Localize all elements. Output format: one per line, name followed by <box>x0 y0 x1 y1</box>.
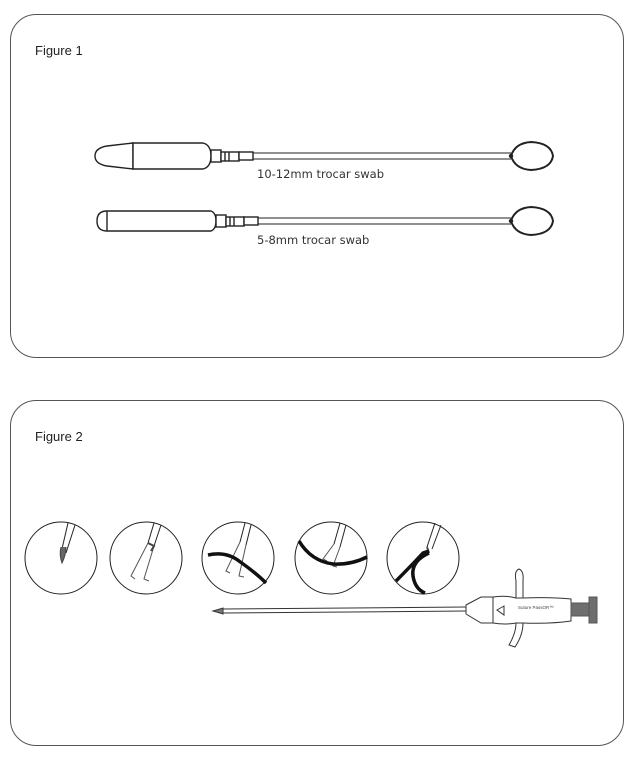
trocar-swabs-illustration <box>11 15 625 359</box>
step-1-closed-tip <box>25 522 97 594</box>
swab-10-12mm-caption: 10-12mm trocar swab <box>257 167 384 181</box>
step-2-open-loop <box>110 522 182 594</box>
swab-5-8mm-caption: 5-8mm trocar swab <box>257 233 370 247</box>
step-5-suture-passed <box>387 522 459 594</box>
swab-5-8mm <box>97 207 553 235</box>
step-4-suture-captured <box>295 522 367 594</box>
suture-passer-illustration <box>11 401 625 747</box>
figure-2-panel <box>10 400 624 746</box>
device-brand-label: Suture PassOR™ <box>518 605 554 610</box>
figure-2-title: Figure 2 <box>35 429 83 444</box>
figure-1-panel <box>10 14 624 358</box>
step-3-suture-engaged <box>202 522 274 594</box>
swab-10-12mm <box>95 142 553 170</box>
figure-1-title: Figure 1 <box>35 43 83 58</box>
